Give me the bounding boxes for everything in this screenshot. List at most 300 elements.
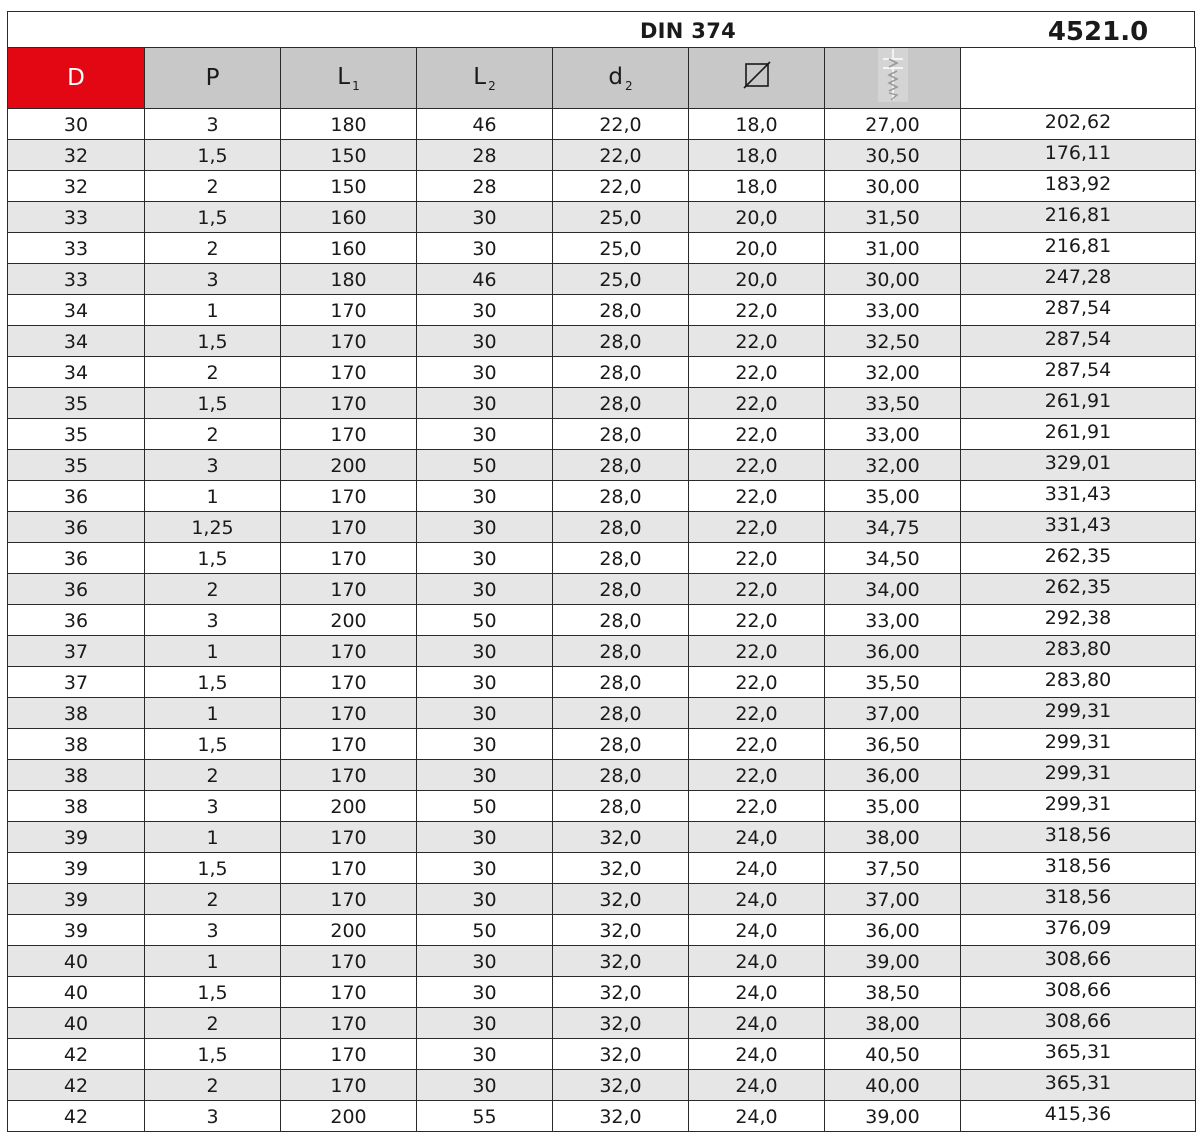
cell-d2: 28,0	[553, 543, 689, 574]
column-header-l2-label: L	[473, 63, 487, 90]
cell-price: 183,92	[961, 171, 1196, 202]
cell-l1: 170	[281, 574, 417, 605]
cell-drill-diameter: 33,00	[825, 295, 961, 326]
cell-square: 22,0	[689, 326, 825, 357]
cell-p: 3	[145, 109, 281, 140]
table-row	[8, 667, 1196, 698]
cell-l2: 28	[417, 140, 553, 171]
cell-p: 2	[145, 760, 281, 791]
table-row	[8, 822, 1196, 853]
cell-drill-diameter: 34,75	[825, 512, 961, 543]
cell-price: 365,31	[961, 1039, 1196, 1070]
table-row	[8, 574, 1196, 605]
cell-l1: 160	[281, 233, 417, 264]
cell-d: 36	[8, 574, 145, 605]
cell-price: 299,31	[961, 791, 1196, 822]
cell-square: 22,0	[689, 481, 825, 512]
cell-l1: 170	[281, 822, 417, 853]
cell-square: 22,0	[689, 543, 825, 574]
table-row	[8, 171, 1196, 202]
cell-d: 36	[8, 512, 145, 543]
cell-l2: 30	[417, 419, 553, 450]
cell-drill-diameter: 33,00	[825, 605, 961, 636]
cell-square: 22,0	[689, 636, 825, 667]
cell-l1: 170	[281, 357, 417, 388]
cell-drill-diameter: 32,00	[825, 357, 961, 388]
column-header-p	[145, 48, 281, 109]
cell-l1: 170	[281, 1070, 417, 1101]
column-header-l2-subscript: 2	[488, 78, 496, 93]
cell-d: 33	[8, 202, 145, 233]
cell-price: 299,31	[961, 729, 1196, 760]
cell-l1: 170	[281, 543, 417, 574]
cell-p: 1	[145, 636, 281, 667]
cell-drill-diameter: 32,50	[825, 326, 961, 357]
cell-d2: 28,0	[553, 698, 689, 729]
table-row	[8, 109, 1196, 140]
cell-d: 39	[8, 884, 145, 915]
cell-l2: 55	[417, 1101, 553, 1132]
cell-l2: 30	[417, 946, 553, 977]
cell-d2: 28,0	[553, 605, 689, 636]
cell-d2: 28,0	[553, 667, 689, 698]
cell-p: 1	[145, 295, 281, 326]
cell-d2: 28,0	[553, 636, 689, 667]
cell-d: 35	[8, 419, 145, 450]
table-row	[8, 481, 1196, 512]
cell-d: 34	[8, 295, 145, 326]
cell-l1: 170	[281, 295, 417, 326]
cell-square: 22,0	[689, 419, 825, 450]
cell-p: 3	[145, 1101, 281, 1132]
standard-label: DIN 374	[639, 19, 737, 43]
cell-l1: 180	[281, 264, 417, 295]
cell-price: 308,66	[961, 946, 1196, 977]
table-row	[8, 698, 1196, 729]
cell-l2: 30	[417, 388, 553, 419]
cell-price: 287,54	[961, 357, 1196, 388]
cell-l2: 30	[417, 574, 553, 605]
cell-l2: 30	[417, 698, 553, 729]
cell-square: 20,0	[689, 233, 825, 264]
cell-square: 22,0	[689, 512, 825, 543]
cell-l1: 170	[281, 419, 417, 450]
column-header-l1-label: L	[337, 63, 351, 90]
cell-l2: 46	[417, 264, 553, 295]
cell-p: 3	[145, 264, 281, 295]
cell-l2: 30	[417, 233, 553, 264]
cell-l1: 170	[281, 760, 417, 791]
cell-l2: 46	[417, 109, 553, 140]
header-row	[8, 48, 1196, 109]
cell-l2: 28	[417, 171, 553, 202]
table-row	[8, 233, 1196, 264]
cell-l2: 30	[417, 512, 553, 543]
cell-price: 283,80	[961, 667, 1196, 698]
cell-d: 37	[8, 636, 145, 667]
cell-l1: 170	[281, 388, 417, 419]
cell-l2: 30	[417, 202, 553, 233]
cell-l1: 150	[281, 140, 417, 171]
cell-d: 30	[8, 109, 145, 140]
cell-price: 261,91	[961, 419, 1196, 450]
table-row	[8, 326, 1196, 357]
cell-d2: 28,0	[553, 729, 689, 760]
cell-p: 2	[145, 1070, 281, 1101]
cell-l2: 30	[417, 729, 553, 760]
cell-drill-diameter: 27,00	[825, 109, 961, 140]
table-row	[8, 915, 1196, 946]
cell-l2: 50	[417, 450, 553, 481]
cell-l2: 30	[417, 1008, 553, 1039]
table-row	[8, 419, 1196, 450]
table-row	[8, 295, 1196, 326]
cell-l1: 170	[281, 884, 417, 915]
cell-d: 36	[8, 605, 145, 636]
cell-p: 1,5	[145, 977, 281, 1008]
cell-p: 2	[145, 574, 281, 605]
cell-price: 202,62	[961, 109, 1196, 140]
cell-p: 1,5	[145, 326, 281, 357]
table-row	[8, 853, 1196, 884]
cell-d: 36	[8, 481, 145, 512]
cell-l1: 170	[281, 481, 417, 512]
table-row	[8, 140, 1196, 171]
cell-price: 292,38	[961, 605, 1196, 636]
cell-d: 37	[8, 667, 145, 698]
cell-l1: 200	[281, 1101, 417, 1132]
cell-d2: 32,0	[553, 1101, 689, 1132]
column-header-square	[689, 48, 825, 109]
cell-price: 247,28	[961, 264, 1196, 295]
column-header-d-label: D	[67, 65, 85, 91]
cell-price: 415,36	[961, 1101, 1196, 1132]
table-title-bar	[7, 11, 1195, 47]
cell-d: 34	[8, 357, 145, 388]
cell-l2: 30	[417, 357, 553, 388]
cell-d2: 25,0	[553, 202, 689, 233]
cell-p: 1,5	[145, 1039, 281, 1070]
column-header-d	[8, 48, 145, 109]
cell-d: 38	[8, 760, 145, 791]
table-row	[8, 636, 1196, 667]
cell-l2: 50	[417, 605, 553, 636]
cell-d: 35	[8, 450, 145, 481]
cell-d2: 25,0	[553, 233, 689, 264]
cell-d: 38	[8, 729, 145, 760]
cell-d2: 32,0	[553, 1070, 689, 1101]
cell-drill-diameter: 37,00	[825, 698, 961, 729]
column-header-d2-label: d	[608, 63, 623, 90]
cell-square: 22,0	[689, 698, 825, 729]
cell-square: 22,0	[689, 388, 825, 419]
cell-d: 40	[8, 1008, 145, 1039]
cell-price: 318,56	[961, 822, 1196, 853]
cell-price: 287,54	[961, 326, 1196, 357]
cell-p: 3	[145, 450, 281, 481]
cell-d: 32	[8, 140, 145, 171]
table-row	[8, 264, 1196, 295]
cell-l1: 200	[281, 450, 417, 481]
cell-price: 308,66	[961, 977, 1196, 1008]
cell-d2: 22,0	[553, 140, 689, 171]
cell-p: 2	[145, 1008, 281, 1039]
cell-l2: 30	[417, 295, 553, 326]
cell-p: 3	[145, 605, 281, 636]
cell-square: 20,0	[689, 202, 825, 233]
cell-square: 22,0	[689, 729, 825, 760]
cell-drill-diameter: 39,00	[825, 1101, 961, 1132]
cell-drill-diameter: 33,00	[825, 419, 961, 450]
cell-d: 42	[8, 1070, 145, 1101]
cell-d: 40	[8, 977, 145, 1008]
thread-tap-table	[7, 47, 1196, 1132]
cell-square: 22,0	[689, 295, 825, 326]
cell-d2: 25,0	[553, 264, 689, 295]
cell-square: 22,0	[689, 605, 825, 636]
cell-price: 299,31	[961, 760, 1196, 791]
cell-l1: 170	[281, 698, 417, 729]
cell-l1: 200	[281, 915, 417, 946]
cell-l1: 170	[281, 946, 417, 977]
cell-d2: 32,0	[553, 977, 689, 1008]
cell-d: 38	[8, 698, 145, 729]
cell-d2: 28,0	[553, 791, 689, 822]
cell-d2: 28,0	[553, 388, 689, 419]
cell-price: 318,56	[961, 853, 1196, 884]
cell-drill-diameter: 37,00	[825, 884, 961, 915]
cell-d2: 32,0	[553, 1039, 689, 1070]
cell-drill-diameter: 38,00	[825, 1008, 961, 1039]
table-row	[8, 512, 1196, 543]
cell-price: 216,81	[961, 202, 1196, 233]
column-header-l2	[417, 48, 553, 109]
table-row	[8, 946, 1196, 977]
cell-l1: 200	[281, 791, 417, 822]
cell-p: 1,5	[145, 202, 281, 233]
cell-p: 1	[145, 481, 281, 512]
cell-drill-diameter: 34,00	[825, 574, 961, 605]
cell-square: 24,0	[689, 946, 825, 977]
cell-price: 283,80	[961, 636, 1196, 667]
cell-l2: 30	[417, 636, 553, 667]
cell-p: 1,5	[145, 729, 281, 760]
cell-price: 308,66	[961, 1008, 1196, 1039]
cell-l2: 30	[417, 977, 553, 1008]
cell-l2: 30	[417, 543, 553, 574]
column-header-p-label: P	[205, 65, 220, 91]
cell-square: 18,0	[689, 140, 825, 171]
cell-drill-diameter: 40,50	[825, 1039, 961, 1070]
cell-square: 24,0	[689, 853, 825, 884]
cell-drill-diameter: 32,00	[825, 450, 961, 481]
cell-d2: 32,0	[553, 915, 689, 946]
cell-l2: 30	[417, 760, 553, 791]
cell-drill-diameter: 38,00	[825, 822, 961, 853]
cell-square: 24,0	[689, 1070, 825, 1101]
cell-d: 38	[8, 791, 145, 822]
cell-d2: 28,0	[553, 326, 689, 357]
cell-p: 2	[145, 171, 281, 202]
cell-square: 24,0	[689, 1039, 825, 1070]
table-row	[8, 729, 1196, 760]
cell-l2: 30	[417, 667, 553, 698]
cell-price: 365,31	[961, 1070, 1196, 1101]
drill-diameter-icon	[878, 48, 908, 108]
cell-price: 318,56	[961, 884, 1196, 915]
cell-p: 1,5	[145, 667, 281, 698]
cell-l2: 30	[417, 326, 553, 357]
cell-drill-diameter: 38,50	[825, 977, 961, 1008]
table-row	[8, 1008, 1196, 1039]
cell-p: 3	[145, 915, 281, 946]
cell-d2: 32,0	[553, 1008, 689, 1039]
cell-p: 1	[145, 946, 281, 977]
table-row	[8, 884, 1196, 915]
cell-d2: 32,0	[553, 884, 689, 915]
cell-l1: 170	[281, 512, 417, 543]
cell-l2: 30	[417, 853, 553, 884]
cell-drill-diameter: 36,50	[825, 729, 961, 760]
column-header-d2	[553, 48, 689, 109]
cell-l2: 50	[417, 915, 553, 946]
cell-d2: 28,0	[553, 357, 689, 388]
table-row	[8, 202, 1196, 233]
cell-p: 1,25	[145, 512, 281, 543]
cell-d: 42	[8, 1101, 145, 1132]
cell-d2: 28,0	[553, 574, 689, 605]
table-row	[8, 357, 1196, 388]
cell-d: 40	[8, 946, 145, 977]
column-header-l1-subscript: 1	[352, 78, 360, 93]
cell-l2: 30	[417, 884, 553, 915]
cell-drill-diameter: 31,00	[825, 233, 961, 264]
cell-drill-diameter: 35,00	[825, 481, 961, 512]
cell-square: 24,0	[689, 977, 825, 1008]
cell-d2: 22,0	[553, 171, 689, 202]
cell-l1: 180	[281, 109, 417, 140]
cell-price: 299,31	[961, 698, 1196, 729]
cell-drill-diameter: 39,00	[825, 946, 961, 977]
cell-drill-diameter: 37,50	[825, 853, 961, 884]
cell-square: 24,0	[689, 822, 825, 853]
cell-drill-diameter: 36,00	[825, 636, 961, 667]
table-row	[8, 450, 1196, 481]
cell-drill-diameter: 40,00	[825, 1070, 961, 1101]
cell-p: 1	[145, 698, 281, 729]
cell-square: 24,0	[689, 1008, 825, 1039]
cell-l2: 30	[417, 1070, 553, 1101]
cell-l1: 170	[281, 977, 417, 1008]
table-body	[8, 109, 1196, 1132]
cell-price: 331,43	[961, 512, 1196, 543]
cell-l1: 170	[281, 326, 417, 357]
cell-square: 22,0	[689, 791, 825, 822]
cell-d2: 28,0	[553, 419, 689, 450]
cell-square: 20,0	[689, 264, 825, 295]
cell-p: 1	[145, 822, 281, 853]
cell-l1: 200	[281, 605, 417, 636]
cell-l1: 150	[281, 171, 417, 202]
cell-price: 376,09	[961, 915, 1196, 946]
table-row	[8, 1039, 1196, 1070]
cell-d: 39	[8, 853, 145, 884]
table-row	[8, 605, 1196, 636]
cell-drill-diameter: 34,50	[825, 543, 961, 574]
cell-l2: 30	[417, 1039, 553, 1070]
cell-l1: 170	[281, 1008, 417, 1039]
cell-square: 24,0	[689, 915, 825, 946]
cell-price: 262,35	[961, 574, 1196, 605]
cell-l1: 160	[281, 202, 417, 233]
cell-price: 331,43	[961, 481, 1196, 512]
table-row	[8, 760, 1196, 791]
cell-square: 22,0	[689, 760, 825, 791]
cell-d2: 28,0	[553, 450, 689, 481]
table-row	[8, 1070, 1196, 1101]
cell-p: 3	[145, 791, 281, 822]
table-row	[8, 791, 1196, 822]
cell-square: 22,0	[689, 450, 825, 481]
cell-p: 2	[145, 357, 281, 388]
cell-d2: 28,0	[553, 760, 689, 791]
table-row	[8, 1101, 1196, 1132]
cell-price: 287,54	[961, 295, 1196, 326]
cell-d2: 28,0	[553, 481, 689, 512]
cell-square: 22,0	[689, 357, 825, 388]
cell-drill-diameter: 31,50	[825, 202, 961, 233]
product-table-sheet	[7, 11, 1195, 1128]
cell-p: 1,5	[145, 543, 281, 574]
cell-square: 22,0	[689, 574, 825, 605]
cell-l1: 170	[281, 853, 417, 884]
cell-l1: 170	[281, 636, 417, 667]
cell-d2: 32,0	[553, 946, 689, 977]
cell-p: 1,5	[145, 853, 281, 884]
cell-drill-diameter: 36,00	[825, 760, 961, 791]
cell-l1: 170	[281, 1039, 417, 1070]
cell-drill-diameter: 33,50	[825, 388, 961, 419]
cell-price: 262,35	[961, 543, 1196, 574]
cell-d2: 28,0	[553, 512, 689, 543]
table-row	[8, 543, 1196, 574]
cell-d: 33	[8, 264, 145, 295]
cell-drill-diameter: 36,00	[825, 915, 961, 946]
cell-l1: 170	[281, 729, 417, 760]
cell-d2: 28,0	[553, 295, 689, 326]
article-number: 4521.0	[1047, 17, 1149, 47]
cell-square: 22,0	[689, 667, 825, 698]
cell-drill-diameter: 30,50	[825, 140, 961, 171]
cell-square: 24,0	[689, 1101, 825, 1132]
cell-drill-diameter: 35,50	[825, 667, 961, 698]
column-header-l1	[281, 48, 417, 109]
table-row	[8, 388, 1196, 419]
cell-l2: 30	[417, 822, 553, 853]
cell-d2: 22,0	[553, 109, 689, 140]
cell-p: 1,5	[145, 140, 281, 171]
cell-l2: 30	[417, 481, 553, 512]
cell-d: 39	[8, 822, 145, 853]
cell-drill-diameter: 30,00	[825, 171, 961, 202]
cell-d: 33	[8, 233, 145, 264]
cell-drill-diameter: 35,00	[825, 791, 961, 822]
cell-drill-diameter: 30,00	[825, 264, 961, 295]
cell-price: 216,81	[961, 233, 1196, 264]
cell-p: 2	[145, 233, 281, 264]
square-shank-icon	[744, 62, 770, 94]
cell-d: 35	[8, 388, 145, 419]
